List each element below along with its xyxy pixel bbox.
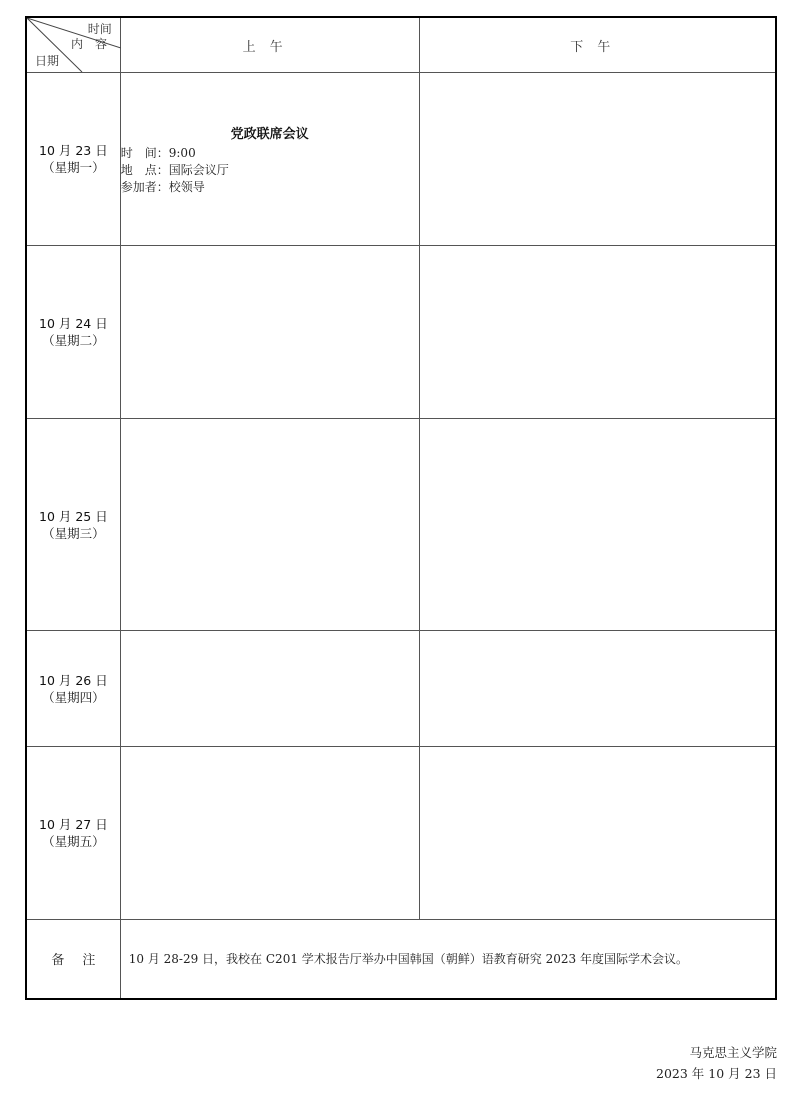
weekday-label: （星期四） [42, 689, 105, 705]
footer-date: 2023 年 10 月 23 日 [656, 1066, 777, 1081]
event-attendees: 参加者：校领导 [120, 179, 205, 194]
header-row [26, 17, 776, 73]
morning-header: 上午 [120, 17, 419, 73]
date-label: 10 月 25 日 [39, 508, 108, 524]
date-cell [26, 631, 120, 747]
day-row-fri [26, 747, 776, 920]
weekday-label: （星期二） [42, 333, 105, 348]
afternoon-header: 下午 [419, 17, 776, 73]
notes-text: 10 月 28-29 日，我校在 C201 学术报告厅举办中国韩国（朝鲜）语教育研究 2023 年度国际学术会议。 [120, 920, 776, 999]
afternoon-cell [419, 246, 776, 419]
corner-content-label: 内 容 [71, 37, 108, 51]
date-cell [26, 246, 120, 419]
morning-cell [120, 419, 419, 631]
date-label: 10 月 27 日 [39, 817, 108, 832]
corner-date-label: 日期 [35, 54, 60, 68]
event-title: 党政联席会议 [230, 126, 309, 142]
notes-label: 备注 [26, 920, 120, 999]
day-row-thu [26, 631, 776, 747]
afternoon-cell [419, 419, 776, 631]
event-time: 时 间：9:00 [120, 145, 196, 160]
weekday-label: （星期五） [42, 834, 105, 849]
date-label: 10 月 26 日 [39, 672, 108, 688]
afternoon-cell [419, 747, 776, 920]
afternoon-cell [419, 631, 776, 747]
weekly-schedule-table [25, 16, 777, 1000]
corner-time-label: 时间 [87, 22, 112, 36]
weekday-label: （星期三） [42, 525, 105, 541]
event-location: 地 点：国际会议厅 [120, 162, 229, 177]
corner-header-cell [26, 17, 120, 73]
date-cell [26, 747, 120, 920]
morning-cell [120, 73, 419, 246]
afternoon-cell [419, 73, 776, 246]
day-row-wed [26, 419, 776, 631]
day-row-mon [26, 73, 776, 246]
morning-cell [120, 747, 419, 920]
date-cell [26, 73, 120, 246]
footer-organization: 马克思主义学院 [689, 1045, 777, 1060]
day-row-tue [26, 246, 776, 419]
weekday-label: （星期一） [42, 160, 105, 175]
morning-cell [120, 246, 419, 419]
date-cell [26, 419, 120, 631]
date-label: 10 月 24 日 [39, 316, 108, 331]
date-label: 10 月 23 日 [39, 143, 108, 158]
notes-row [26, 920, 776, 999]
morning-cell [120, 631, 419, 747]
